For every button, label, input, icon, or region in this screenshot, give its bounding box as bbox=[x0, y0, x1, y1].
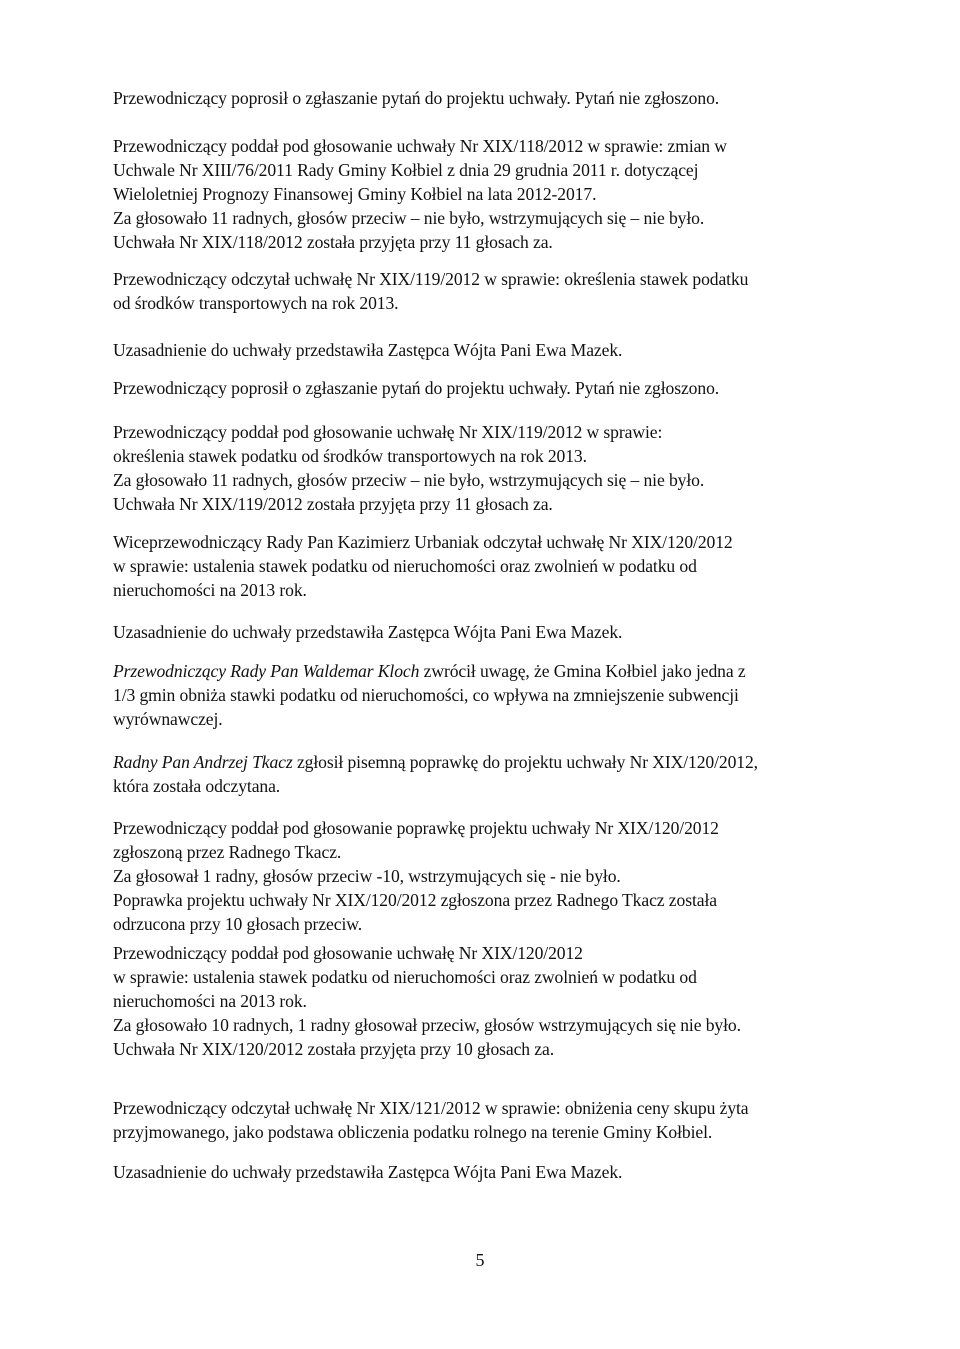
text-line: 1/3 gmin obniża stawki podatku od nieruchomości, co wpływa na zmniejszenie subwencji bbox=[113, 685, 739, 705]
paragraph-chairman-remark bbox=[113, 659, 840, 731]
text-line: przyjmowanego, jako podstawa obliczenia podatku rolnego na terenie Gminy Kołbiel. bbox=[113, 1122, 713, 1142]
speaker-name: Radny Pan Andrzej Tkacz bbox=[113, 752, 293, 772]
text-line: Uzasadnienie do uchwały przedstawiła Zastępca Wójta Pani Ewa Mazek. bbox=[113, 622, 623, 642]
paragraph-justification-2 bbox=[113, 620, 840, 644]
paragraph-amendment-vote bbox=[113, 816, 840, 936]
text-line bbox=[113, 750, 840, 774]
text-line: Przewodniczący poddał pod głosowanie uchwały Nr XIX/118/2012 w sprawie: zmian w bbox=[113, 136, 727, 156]
text-line: Przewodniczący odczytał uchwałę Nr XIX/119/2012 w sprawie: określenia stawek podatku bbox=[113, 269, 749, 289]
text-line: Poprawka projektu uchwały Nr XIX/120/2012 zgłoszona przez Radnego Tkacz została bbox=[113, 890, 717, 910]
paragraph-vote-119 bbox=[113, 420, 840, 516]
text-line: określenia stawek podatku od środków transportowych na rok 2013. bbox=[113, 446, 587, 466]
text-line: Uchwała Nr XIX/118/2012 została przyjęta przy 11 głosach za. bbox=[113, 232, 553, 252]
text-line: w sprawie: ustalenia stawek podatku od nieruchomości oraz zwolnień w podatku od bbox=[113, 967, 697, 987]
text-line: Przewodniczący poddał pod głosowanie poprawkę projektu uchwały Nr XIX/120/2012 bbox=[113, 818, 719, 838]
text-line: Przewodniczący poprosił o zgłaszanie pytań do projektu uchwały. Pytań nie zgłoszono. bbox=[113, 88, 720, 108]
speaker-name: Przewodniczący Rady Pan Waldemar Kloch bbox=[113, 661, 420, 681]
text-line: Uchwała Nr XIX/120/2012 została przyjęta przy 10 głosach za. bbox=[113, 1039, 555, 1059]
text-line: od środków transportowych na rok 2013. bbox=[113, 293, 399, 313]
text-line: Za głosowało 11 radnych, głosów przeciw – nie było, wstrzymujących się – nie było. bbox=[113, 470, 705, 490]
paragraph-questions-2 bbox=[113, 376, 840, 400]
paragraph-justification-1 bbox=[113, 338, 840, 362]
text-line: nieruchomości na 2013 rok. bbox=[113, 991, 307, 1011]
text-line: Uchwale Nr XIII/76/2011 Rady Gminy Kołbiel z dnia 29 grudnia 2011 r. dotyczącej bbox=[113, 160, 699, 180]
paragraph-questions-1 bbox=[113, 86, 840, 110]
text-line: Przewodniczący odczytał uchwałę Nr XIX/121/2012 w sprawie: obniżenia ceny skupu żyta bbox=[113, 1098, 749, 1118]
paragraph-vote-118 bbox=[113, 134, 840, 254]
text-line: Uzasadnienie do uchwały przedstawiła Zastępca Wójta Pani Ewa Mazek. bbox=[113, 340, 623, 360]
text-line: Wieloletniej Prognozy Finansowej Gminy Kołbiel na lata 2012-2017. bbox=[113, 184, 597, 204]
paragraph-read-119 bbox=[113, 267, 840, 315]
page-number: 5 bbox=[475, 1250, 485, 1270]
text-run: zwrócił uwagę, że Gmina Kołbiel jako jedna z bbox=[419, 661, 746, 681]
paragraph-read-121 bbox=[113, 1096, 840, 1144]
text-line: Uzasadnienie do uchwały przedstawiła Zastępca Wójta Pani Ewa Mazek. bbox=[113, 1162, 623, 1182]
text-line: Wiceprzewodniczący Rady Pan Kazimierz Urbaniak odczytał uchwałę Nr XIX/120/2012 bbox=[113, 532, 733, 552]
text-line: Za głosowało 10 radnych, 1 radny głosował przeciw, głosów wstrzymujących się nie było. bbox=[113, 1015, 741, 1035]
text-line: która została odczytana. bbox=[113, 776, 281, 796]
text-line: Przewodniczący poddał pod głosowanie uchwałę Nr XIX/119/2012 w sprawie: bbox=[113, 422, 663, 442]
text-line: Uchwała Nr XIX/119/2012 została przyjęta przy 11 głosach za. bbox=[113, 494, 553, 514]
text-line bbox=[113, 659, 840, 683]
text-line: odrzucona przy 10 głosach przeciw. bbox=[113, 914, 362, 934]
text-line: Przewodniczący poddał pod głosowanie uchwałę Nr XIX/120/2012 bbox=[113, 943, 583, 963]
text-line: zgłoszoną przez Radnego Tkacz. bbox=[113, 842, 342, 862]
paragraph-justification-3 bbox=[113, 1160, 840, 1184]
text-line: Za głosował 1 radny, głosów przeciw -10, wstrzymujących się - nie było. bbox=[113, 866, 621, 886]
paragraph-councillor-amendment bbox=[113, 750, 840, 798]
text-run: zgłosił pisemną poprawkę do projektu uchwały Nr XIX/120/2012, bbox=[292, 752, 758, 772]
text-line: Za głosowało 11 radnych, głosów przeciw – nie było, wstrzymujących się – nie było. bbox=[113, 208, 705, 228]
text-line: nieruchomości na 2013 rok. bbox=[113, 580, 307, 600]
text-line: Przewodniczący poprosił o zgłaszanie pytań do projektu uchwały. Pytań nie zgłoszono. bbox=[113, 378, 720, 398]
text-line: wyrównawczej. bbox=[113, 709, 223, 729]
text-line: w sprawie: ustalenia stawek podatku od nieruchomości oraz zwolnień w podatku od bbox=[113, 556, 697, 576]
paragraph-read-120 bbox=[113, 530, 840, 602]
paragraph-vote-120 bbox=[113, 941, 840, 1061]
